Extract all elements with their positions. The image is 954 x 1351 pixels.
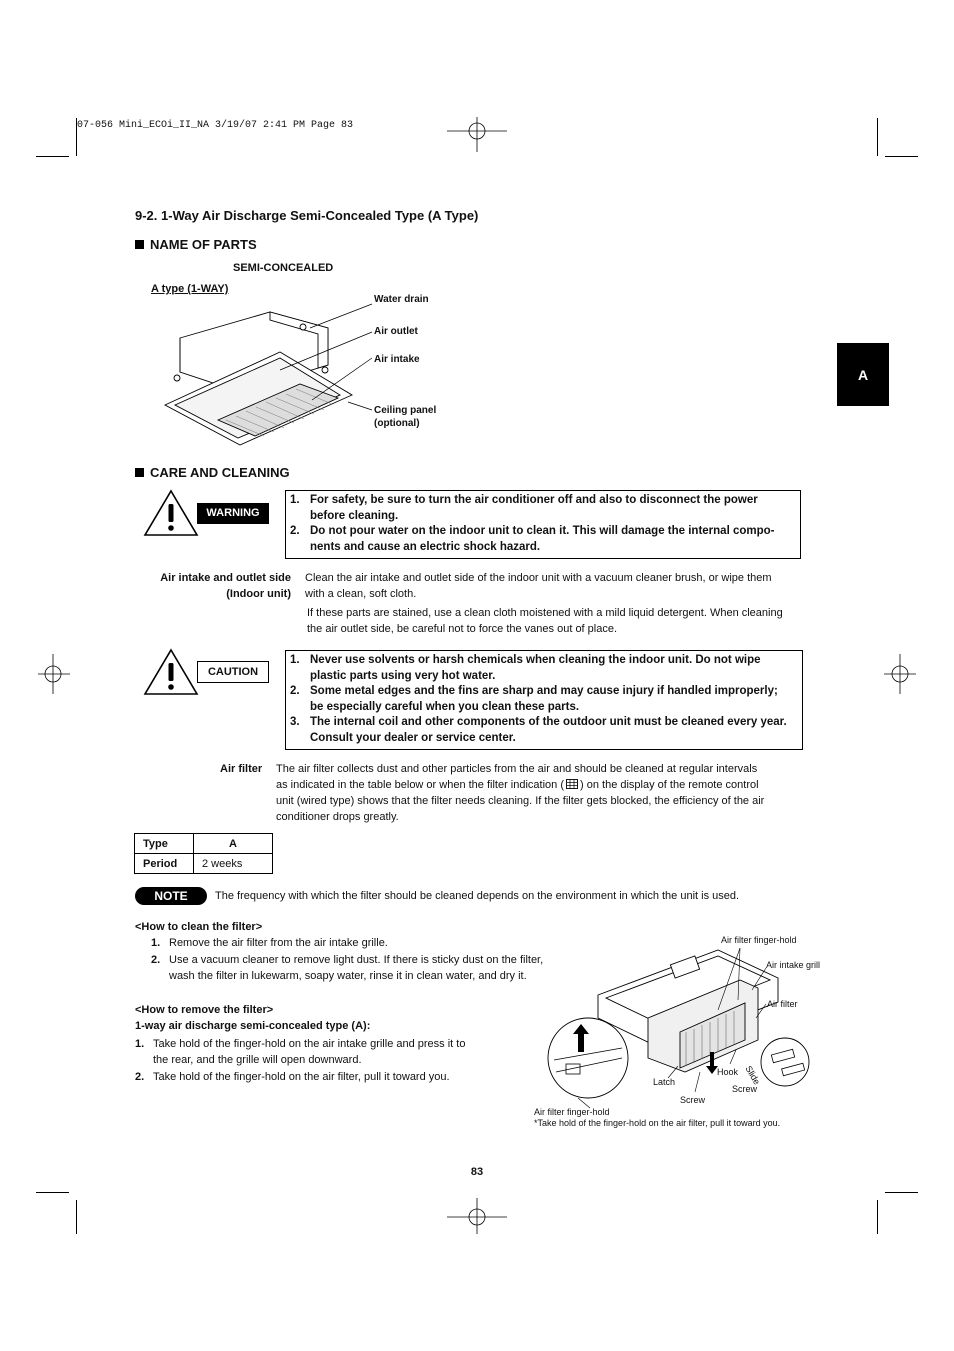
how-remove-steps (135, 1036, 515, 1085)
para-line: ) on the display of the remote control (580, 779, 759, 791)
square-bullet-icon (135, 468, 144, 477)
intake-outlet-label (95, 570, 291, 602)
item-line: Do not pour water on the indoor unit to clean it. This will damage the internal compo- (310, 525, 775, 537)
caution-box (285, 650, 803, 750)
warning-label: WARNING (197, 503, 269, 524)
period-table (134, 833, 273, 874)
para-line: as indicated in the table below or when the filter indication ( (276, 779, 565, 791)
para-line: unit (wired type) shows that the filter needs cleaning. If the filter gets blocked, the efficiency of the air (276, 795, 765, 807)
item-line: For safety, be sure to turn the air conditioner off and also to disconnect the power (310, 494, 758, 506)
caution-label: CAUTION (197, 661, 269, 683)
para-line: with a clean, soft cloth. (305, 588, 417, 600)
step-num: 2. (151, 954, 161, 966)
label-line: (Indoor unit) (226, 588, 291, 600)
care-heading-text: CARE AND CLEANING (150, 465, 290, 480)
filter-indicator-icon (566, 779, 578, 789)
step-num: 1. (151, 937, 161, 949)
table-row (135, 854, 273, 874)
step-text: Use a vacuum cleaner to remove light dust. If there is sticky dust on the filter, (169, 954, 544, 966)
caution-item (290, 684, 798, 715)
air-intake-grill-label: Air intake grill (766, 960, 821, 970)
step-text: the rear, and the grille will open downward. (153, 1054, 362, 1066)
para-line: If these parts are stained, use a clean cloth moistened with a mild liquid detergent. When cleaning (307, 607, 783, 619)
filter-finger-hold-label-bottom: Air filter finger-hold (534, 1107, 610, 1117)
optional-label: (optional) (374, 418, 420, 429)
warning-triangle-icon (143, 488, 199, 538)
item-line: be especially careful when you clean these parts. (310, 700, 580, 713)
table-row (135, 834, 273, 854)
air-filter-label: Air filter (220, 763, 263, 775)
step-num: 2. (135, 1071, 145, 1083)
slide-label: Slide (743, 1064, 763, 1087)
period-value: 2 weeks (194, 854, 273, 874)
para-line: Clean the air intake and outlet side of the indoor unit with a vacuum cleaner brush, or wipe them (305, 572, 772, 584)
list-item (135, 1036, 515, 1068)
hook-label: Hook (717, 1067, 739, 1077)
item-line: Consult your dealer or service center. (310, 731, 516, 744)
how-clean-steps (151, 935, 591, 984)
item-num: 1. (290, 494, 300, 506)
note-badge: NOTE (135, 887, 207, 905)
item-line: before cleaning. (310, 509, 399, 522)
warning-box (285, 490, 801, 559)
item-line: The internal coil and other components of the outdoor unit must be cleaned every year. (310, 716, 787, 728)
air-filter-diagram-label: Air filter (767, 999, 798, 1009)
print-header: 07-056 Mini_ECOi_II_NA 3/19/07 2:41 PM Page 83 (77, 120, 354, 131)
how-remove-subtitle: 1-way air discharge semi-concealed type (A): (135, 1020, 371, 1032)
intake-paragraph-2 (307, 605, 827, 637)
name-of-parts-text: NAME OF PARTS (150, 237, 257, 252)
item-line: nents and cause an electric shock hazard. (310, 540, 541, 553)
step-text: wash the filter in lukewarm, soapy water, rinse it in clean water, and dry it. (169, 970, 527, 982)
water-drain-label: Water drain (374, 294, 429, 305)
side-tab-label: A (857, 366, 869, 383)
item-num: 2. (290, 685, 300, 697)
intake-paragraph-1 (305, 570, 825, 602)
warning-item (290, 493, 796, 524)
air-intake-label: Air intake (374, 354, 420, 365)
step-text: Remove the air filter from the air intake grille. (169, 937, 388, 949)
item-line: Some metal edges and the fins are sharp and may cause injury if handled improperly; (310, 685, 778, 697)
section-title: 9-2. 1-Way Air Discharge Semi-Concealed Type (A Type) (135, 208, 479, 223)
list-item (151, 952, 591, 984)
para-line: the air outlet side, be careful not to force the vanes out of place. (307, 623, 618, 635)
how-clean-title: <How to clean the filter> (135, 921, 263, 933)
para-line: conditioner drops greatly. (276, 811, 399, 823)
step-text: Take hold of the finger-hold on the air intake grille and press it to (153, 1038, 466, 1050)
diagram-footnote: *Take hold of the finger-hold on the air filter, pull it toward you. (534, 1118, 781, 1128)
filter-finger-hold-label: Air filter finger-hold (721, 935, 797, 945)
period-header: Period (135, 854, 194, 874)
item-line: Never use solvents or harsh chemicals when cleaning the indoor unit. Do not wipe (310, 654, 761, 666)
step-num: 1. (135, 1038, 145, 1050)
para-line: The air filter collects dust and other particles from the air and should be cleaned at regular intervals (276, 763, 758, 775)
indoor-unit-diagram (160, 290, 375, 450)
latch-label: Latch (653, 1077, 676, 1087)
square-bullet-icon (135, 240, 144, 249)
warning-item (290, 524, 796, 555)
page-number: 83 (470, 1166, 484, 1178)
how-remove-title: <How to remove the filter> (135, 1004, 274, 1016)
semi-concealed-label: SEMI-CONCEALED (233, 262, 334, 274)
air-outlet-label: Air outlet (374, 326, 418, 337)
side-tab (837, 343, 889, 406)
caution-triangle-icon (143, 647, 199, 697)
screw-label-left: Screw (680, 1095, 706, 1105)
list-item (135, 1069, 515, 1085)
item-num: 2. (290, 525, 300, 537)
note-text: The frequency with which the filter should be cleaned depends on the environment in which the unit is used. (215, 890, 740, 902)
item-num: 3. (290, 716, 300, 728)
screw-label-right: Screw (732, 1084, 758, 1094)
label-line: Air intake and outlet side (160, 572, 291, 584)
care-heading (135, 465, 290, 481)
item-line: plastic parts using very hot water. (310, 669, 496, 682)
caution-item (290, 715, 798, 746)
caution-item (290, 653, 798, 684)
type-header: Type (135, 834, 194, 854)
list-item (151, 935, 591, 951)
item-num: 1. (290, 654, 300, 666)
step-text: Take hold of the finger-hold on the air filter, pull it toward you. (153, 1071, 450, 1083)
type-label: A type (1-WAY) (151, 283, 229, 295)
ceiling-panel-label: Ceiling panel (374, 405, 437, 416)
type-value: A (194, 834, 273, 854)
name-of-parts-heading (135, 237, 257, 253)
air-filter-paragraph (276, 761, 816, 825)
